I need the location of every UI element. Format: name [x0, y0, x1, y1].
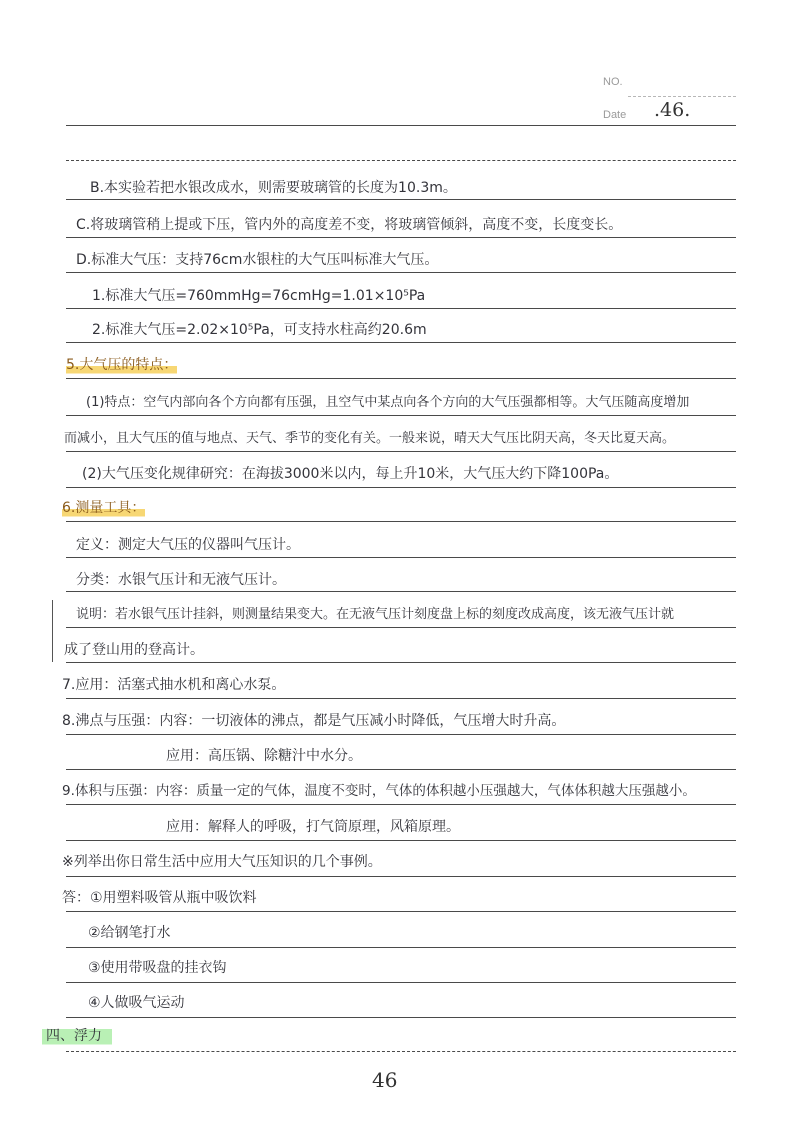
header-no-dashed-line — [628, 96, 736, 97]
rule-line — [66, 876, 736, 877]
note-line: 分类：水银气压计和无液气压计。 — [76, 572, 286, 588]
note-line: 1.标准大气压=760mmHg=76cmHg=1.01×10⁵Pa — [92, 288, 426, 304]
rule-line — [66, 591, 736, 592]
rule-line — [66, 308, 736, 309]
section-heading: 6.测量工具： — [62, 500, 146, 516]
note-line: 答：①用塑料吸管从瓶中吸饮料 — [62, 890, 257, 906]
note-line: 9.体积与压强：内容：质量一定的气体，温度不变时，气体的体积越小压强越大，气体体积越大压强越小。 — [62, 783, 696, 799]
section-heading: 5.大气压的特点： — [66, 357, 178, 373]
margin-line — [52, 600, 53, 662]
note-line: 应用：解释人的呼吸，打气筒原理，风箱原理。 — [166, 819, 460, 835]
note-line: 成了登山用的登高计。 — [64, 642, 204, 658]
rule-line — [66, 1017, 736, 1018]
note-line: 定义：测定大气压的仪器叫气压计。 — [76, 537, 300, 553]
note-line: ③使用带吸盘的挂衣钩 — [88, 960, 227, 976]
note-line: (1)特点：空气内部向各个方向都有压强，且空气中某点向各个方向的大气压强都相等。大气压随高度增加 — [86, 395, 690, 410]
rule-line — [66, 378, 736, 379]
note-line: 2.标准大气压=2.02×10⁵Pa，可支持水柱高约20.6m — [92, 322, 427, 338]
rule-line — [66, 272, 736, 273]
note-line: 8.沸点与压强：内容：一切液体的沸点，都是气压减小时降低，气压增大时升高。 — [62, 713, 566, 729]
rule-line — [66, 1051, 736, 1052]
rule-line — [66, 911, 736, 912]
note-line: 说明：若水银气压计挂斜，则测量结果变大。在无液气压计刻度盘上标的刻度改成高度，该无液气压计就 — [76, 607, 675, 622]
note-line: D.标准大气压：支持76cm水银柱的大气压叫标准大气压。 — [76, 252, 439, 268]
rule-line — [66, 160, 736, 161]
rule-line — [66, 627, 736, 628]
rule-line — [66, 947, 736, 948]
header-date-value: .46. — [654, 99, 691, 121]
note-line: ②给钢笔打水 — [88, 925, 171, 941]
header-no-label: NO. — [603, 76, 623, 88]
note-line: 应用：高压锅、除糖汁中水分。 — [166, 748, 362, 764]
rule-line — [66, 662, 736, 663]
note-line: (2)大气压变化规律研究：在海拔3000米以内，每上升10米，大气压大约下降100Pa。 — [82, 466, 619, 482]
rule-line — [66, 840, 736, 841]
rule-line — [66, 734, 736, 735]
note-line: 7.应用：活塞式抽水机和离心水泵。 — [62, 677, 286, 693]
rule-line — [66, 342, 736, 343]
rule-line — [66, 521, 736, 522]
rule-line — [66, 415, 736, 416]
rule-line — [66, 557, 736, 558]
note-line: ※列举出你日常生活中应用大气压知识的几个事例。 — [62, 854, 382, 870]
note-line: ④人做吸气运动 — [88, 995, 185, 1011]
note-line: C.将玻璃管稍上提或下压，管内外的高度差不变，将玻璃管倾斜，高度不变，长度变长。 — [76, 217, 623, 233]
rule-line — [66, 237, 736, 238]
rule-line — [66, 769, 736, 770]
rule-line — [66, 125, 736, 126]
rule-line — [66, 199, 736, 200]
header-date-label: Date — [603, 109, 627, 121]
rule-line — [66, 804, 736, 805]
rule-line — [66, 982, 736, 983]
note-line: 而减小，且大气压的值与地点、天气、季节的变化有关。一般来说，晴天大气压比阴天高，冬天比夏天高。 — [64, 431, 676, 446]
rule-line — [66, 451, 736, 452]
note-line: B.本实验若把水银改成水，则需要玻璃管的长度为10.3m。 — [90, 180, 457, 196]
page-number: 46 — [372, 1068, 398, 1092]
rule-line — [66, 698, 736, 699]
rule-line — [66, 487, 736, 488]
section-heading: 四、浮力 — [42, 1026, 112, 1046]
